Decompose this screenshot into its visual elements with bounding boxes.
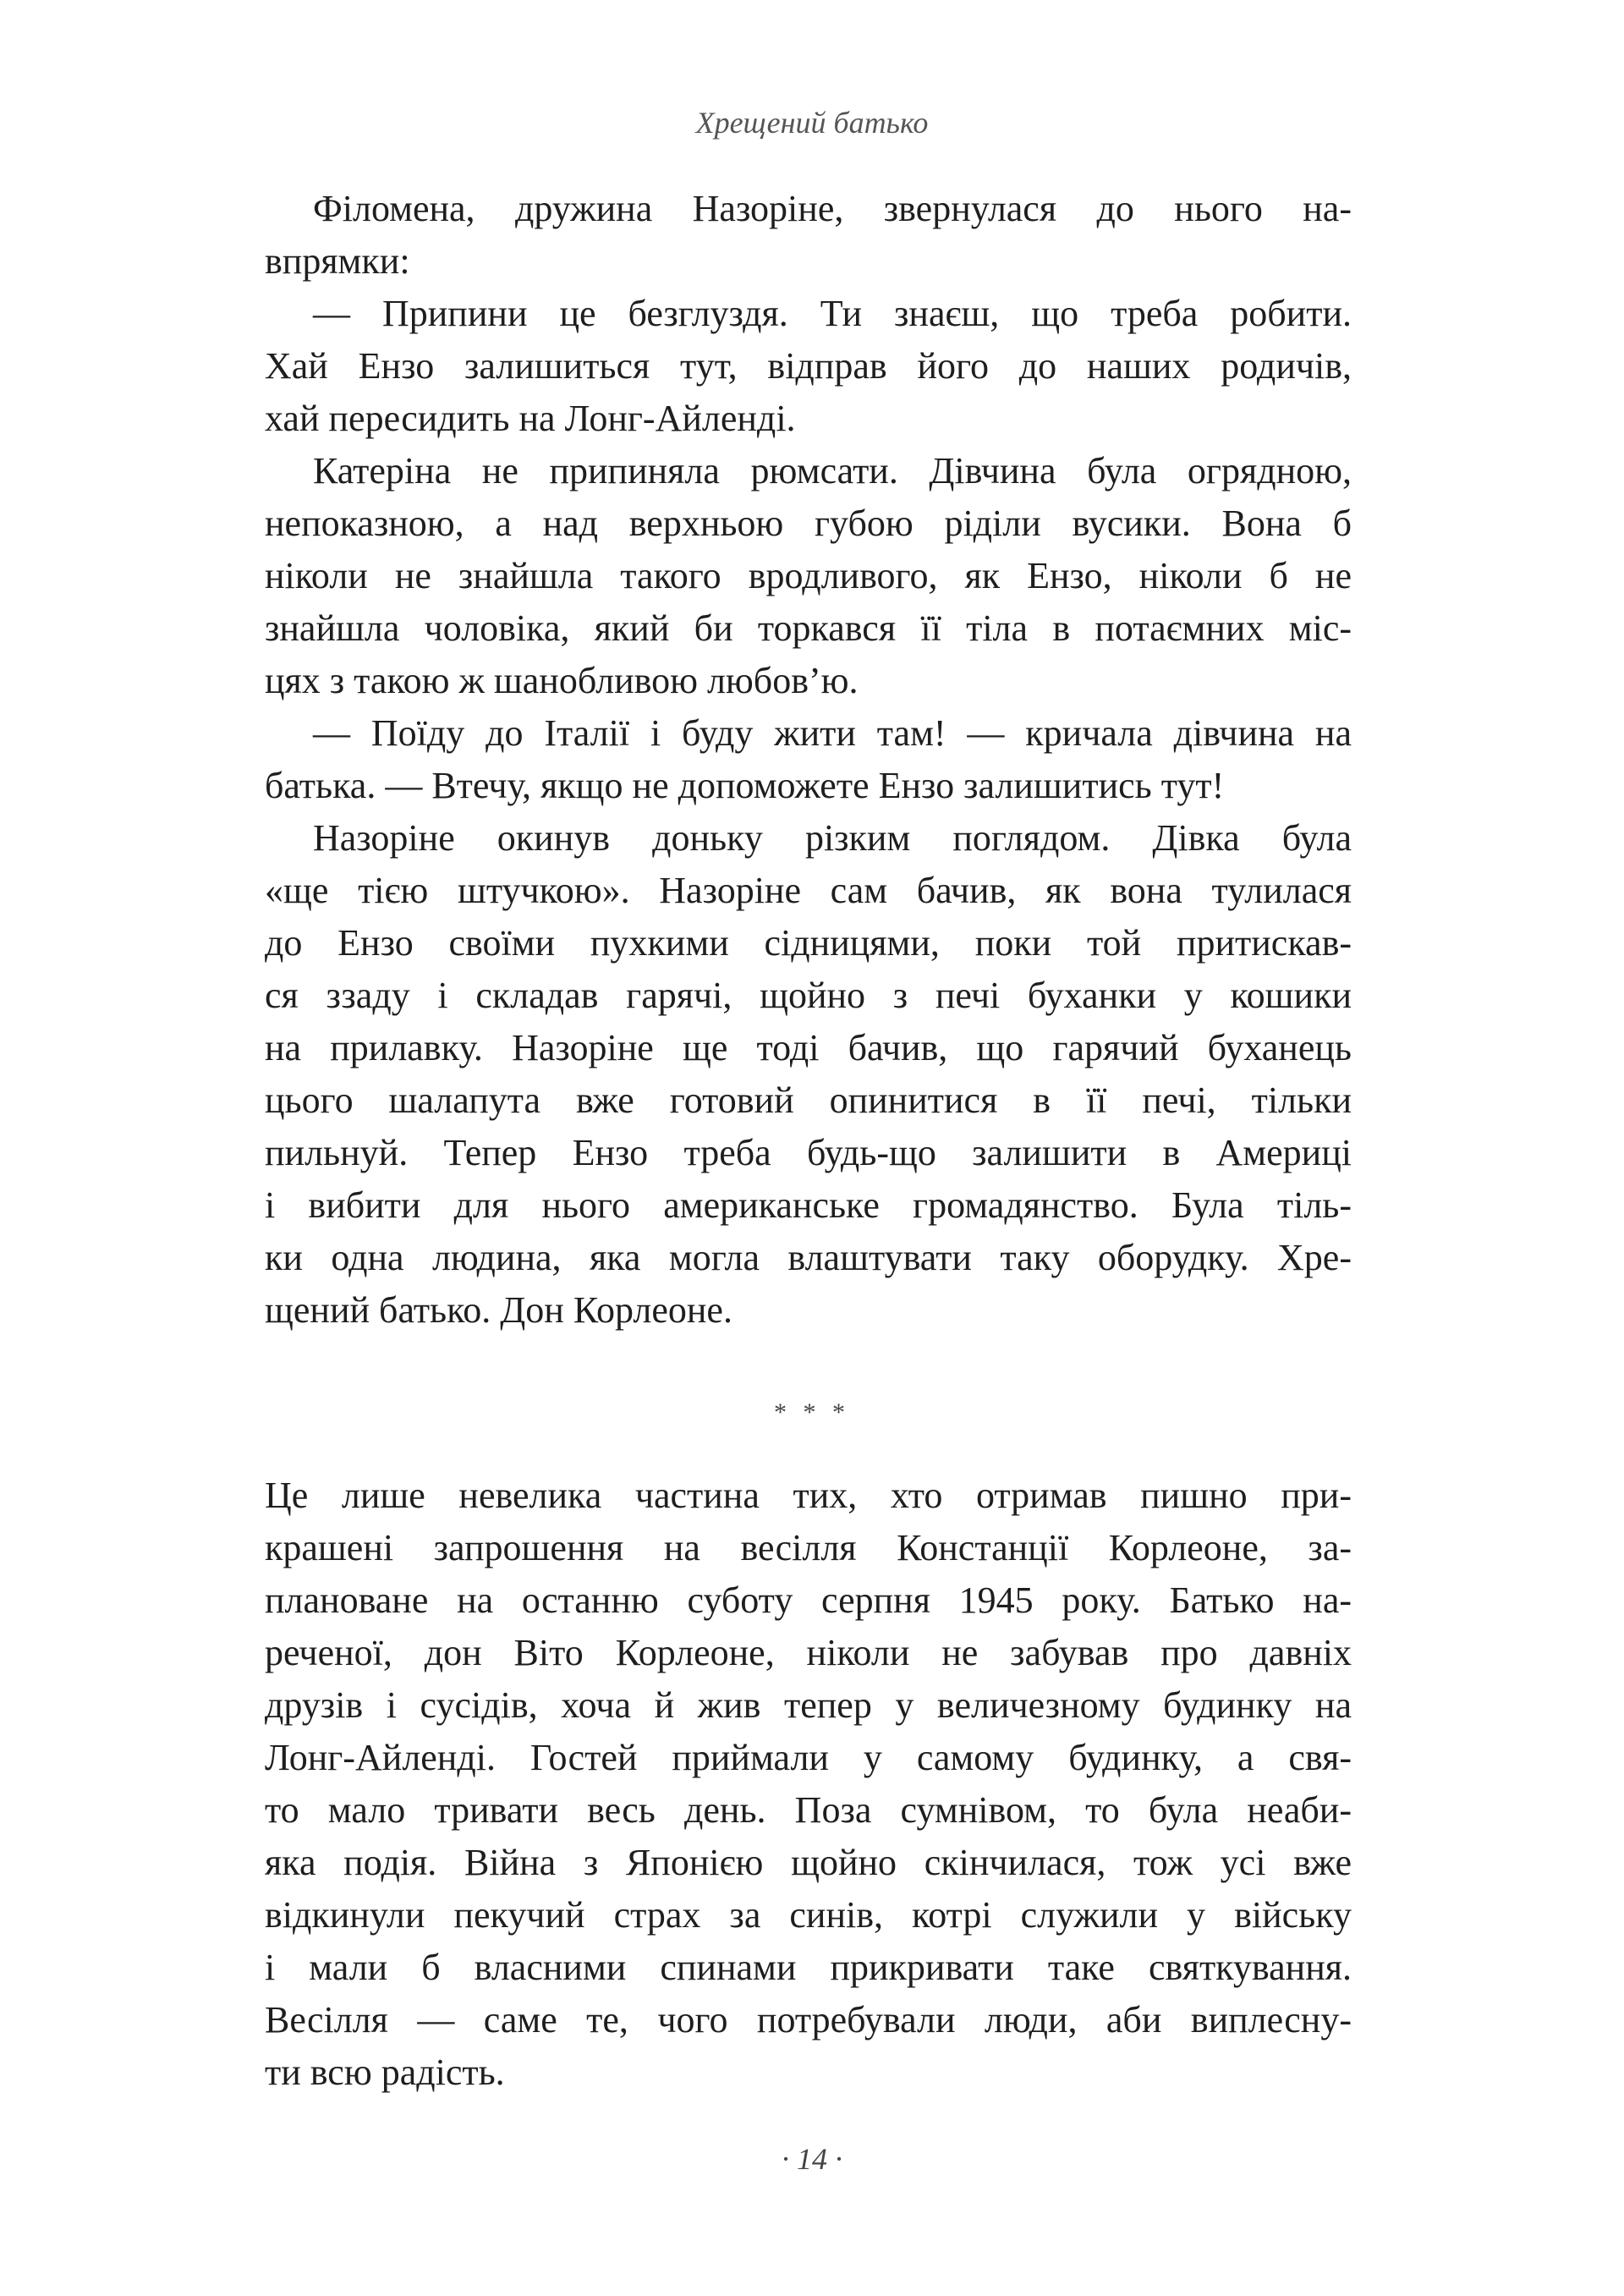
running-head: Хрещений батько [695,106,929,140]
paragraph-line: відкинули пекучий страх за синів, котрі служили у війську [265,1894,1352,1936]
paragraph-line: на прилавку. Назоріне ще тоді бачив, що гарячий буханець [265,1027,1352,1068]
paragraph-line: щений батько. Дон Корлеоне. [265,1289,732,1331]
section-separator: * * * [774,1398,850,1426]
paragraph-line: яка подія. Війна з Японією щойно скінчилася, тож усі вже [265,1842,1352,1883]
paragraph-line: пильнуй. Тепер Ензо треба будь-що залишити в Америці [265,1132,1352,1173]
paragraph-line: непоказною, а над верхньою губою ріділи вусики. Вона б [265,503,1352,544]
paragraph-line: хай пересидить на Лонг-Айленді. [265,398,796,439]
paragraph-line: Це лише невелика частина тих, хто отримав пишно при- [265,1475,1352,1516]
paragraph-line: до Ензо своїми пухкими сідницями, поки той притискав- [265,922,1352,964]
paragraph-line: і вибити для нього американське громадянство. Була тіль- [265,1184,1352,1226]
paragraph-line: батька. — Втечу, якщо не допоможете Ензо залишитись тут! [265,765,1225,806]
paragraph-line: ся ззаду і складав гарячі, щойно з печі буханки у кошики [265,975,1352,1016]
paragraph-line: цях з такою ж шанобливою любов’ю. [265,660,859,701]
paragraph-line: Катеріна не припиняла рюмсати. Дівчина була огрядною, [313,450,1352,492]
paragraph-line: цього шалапута вже готовий опинитися в її печі, тільки [265,1079,1352,1121]
paragraph-line: «ще тією штучкою». Назоріне сам бачив, як вона тулилася [265,870,1352,911]
paragraph-line: ки одна людина, яка могла влаштувати таку оборудку. Хре- [265,1237,1352,1278]
paragraph-line: крашені запрошення на весілля Констанції Корлеоне, за- [265,1527,1352,1568]
paragraph-line: Хай Ензо залишиться тут, відправ його до наших родичів, [265,345,1352,387]
paragraph-line: знайшла чоловіка, який би торкався її тіла в потаємних міс- [265,607,1352,649]
paragraph-line: і мали б власними спинами прикривати таке святкування. [265,1947,1352,1988]
paragraph-line: Філомена, дружина Назоріне, звернулася до нього на- [313,188,1352,229]
paragraph-line: то мало тривати весь день. Поза сумнівом, то була неаби- [265,1789,1352,1831]
paragraph-line: друзів і сусідів, хоча й жив тепер у величезному будинку на [265,1684,1352,1726]
paragraph-line: реченої, дон Віто Корлеоне, ніколи не забував про давніх [265,1632,1352,1673]
page-number: · 14 · [782,2142,842,2176]
paragraph-line: — Поїду до Італії і буду жити там! — кричала дівчина на [313,712,1352,754]
text-section-2 [265,1469,1352,2099]
paragraph-line: Весілля — саме те, чого потребували люди, аби виплесну- [265,1999,1352,2041]
paragraph-line: — Припини це безглуздя. Ти знаєш, що треба робити. [313,293,1352,334]
text-section-1 [265,183,1352,1337]
paragraph-line: впрямки: [265,240,410,282]
paragraph-line: Лонг-Айленді. Гостей приймали у самому будинку, а свя- [265,1737,1352,1778]
paragraph-line: ніколи не знайшла такого вродливого, як Ензо, ніколи б не [265,555,1352,596]
paragraph-line: Назоріне окинув доньку різким поглядом. Дівка була [313,817,1352,859]
paragraph-line: плановане на останню суботу серпня 1945 року. Батько на- [265,1579,1352,1621]
paragraph-line: ти всю радість. [265,2052,505,2093]
